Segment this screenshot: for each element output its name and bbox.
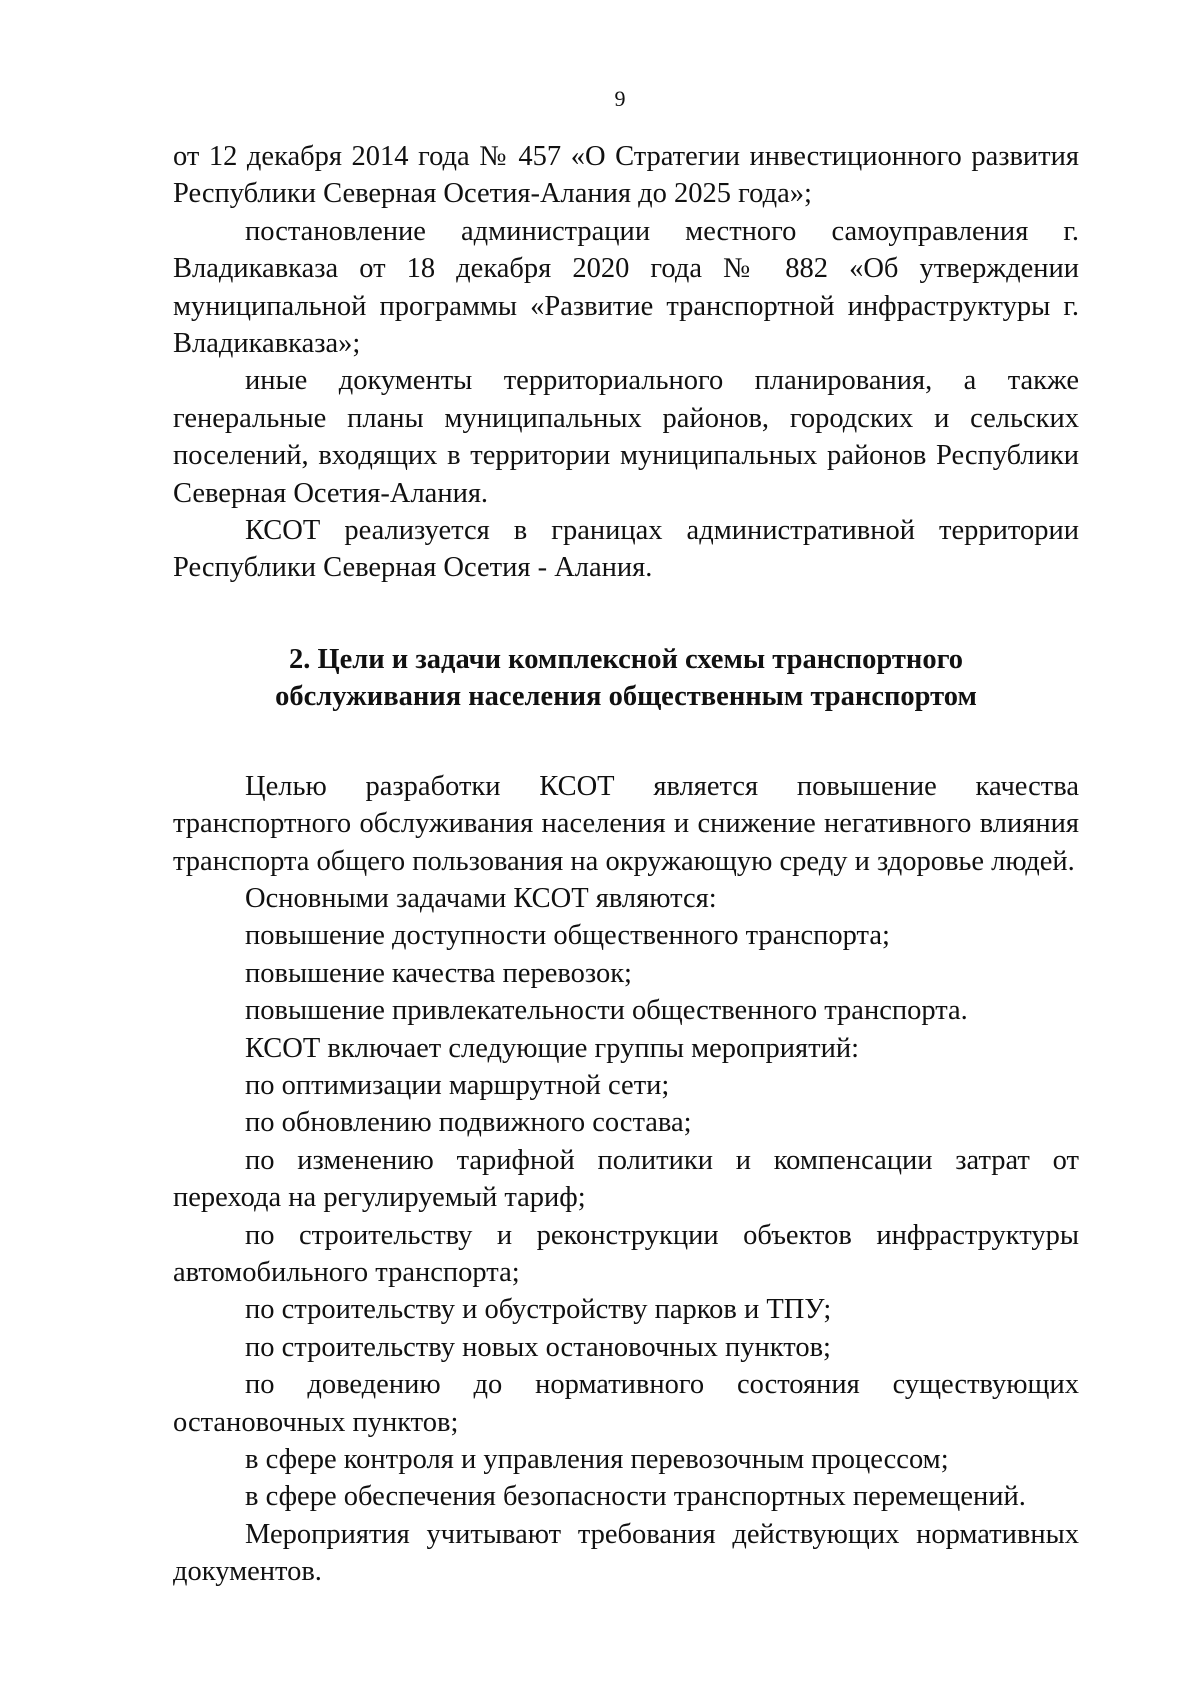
list-item-measure-parks-tpu: по строительству и обустройству парков и ТПУ;: [245, 1294, 832, 1326]
list-item-measure-existing-stops: по доведению до нормативного состояния существующих остановочных пунктов;: [173, 1369, 1079, 1438]
list-item-task-quality: повышение качества перевозок;: [245, 957, 632, 989]
paragraph-municipal-resolution: постановление администрации местного самоуправления г. Владикавказа от 18 декабря 2020 года № 882 «Об утверждении муниципальной программы «Развитие транспортной инфраструктуры г. Владикавказа»;: [173, 215, 1079, 360]
section-heading-line-2: обслуживания населения общественным транспортом: [275, 681, 977, 713]
document-body: [173, 138, 1079, 1591]
paragraph-measures-intro: КСОТ включает следующие группы мероприятий:: [245, 1032, 860, 1064]
list-item-measure-control: в сфере контроля и управления перевозочным процессом;: [245, 1444, 949, 1475]
page-number: 9: [614, 86, 626, 111]
paragraph-planning-documents: иные документы территориального планирования, а также генеральные планы муниципальных районов, городских и сельских поселений, входящих в территории муниципальных районов Республики Северная Осетия-Алания.: [173, 365, 1079, 509]
paragraph-regulatory-requirements: Мероприятия учитывают требования действующих нормативных документов.: [173, 1518, 1079, 1588]
paragraph-goal: Целью разработки КСОТ является повышение качества транспортного обслуживания населения и снижение негативного влияния транспорта общего пользования на окружающую среду и здоровье людей.: [173, 770, 1079, 877]
list-item-measure-safety: в сфере обеспечения безопасности транспортных перемещений.: [245, 1481, 1026, 1513]
list-item-measure-new-stops: по строительству новых остановочных пунктов;: [245, 1331, 831, 1363]
section-heading-line-1: 2. Цели и задачи комплексной схемы транспортного: [288, 643, 964, 675]
paragraph-ksot-territory: КСОТ реализуется в границах административной территории Республики Северная Осетия - Алания.: [173, 515, 1079, 584]
list-item-measure-rolling-stock: по обновлению подвижного состава;: [245, 1107, 692, 1139]
paragraph-tasks-intro: Основными задачами КСОТ являются:: [245, 882, 717, 914]
paragraph-strategy-decree: от 12 декабря 2014 года № 457 «О Стратегии инвестиционного развития Республики Северная Осетия-Алания до 2025 года»;: [173, 141, 1079, 210]
list-item-measure-route-network: по оптимизации маршрутной сети;: [245, 1069, 670, 1101]
list-item-task-accessibility: повышение доступности общественного транспорта;: [245, 920, 890, 952]
list-item-measure-infrastructure: по строительству и реконструкции объектов инфраструктуры автомобильного транспорта;: [173, 1219, 1079, 1288]
section-heading: [173, 641, 1079, 716]
list-item-measure-tariff: по изменению тарифной политики и компенсации затрат от перехода на регулируемый тариф;: [173, 1144, 1079, 1214]
list-item-task-attractiveness: повышение привлекательности общественного транспорта.: [245, 995, 968, 1027]
